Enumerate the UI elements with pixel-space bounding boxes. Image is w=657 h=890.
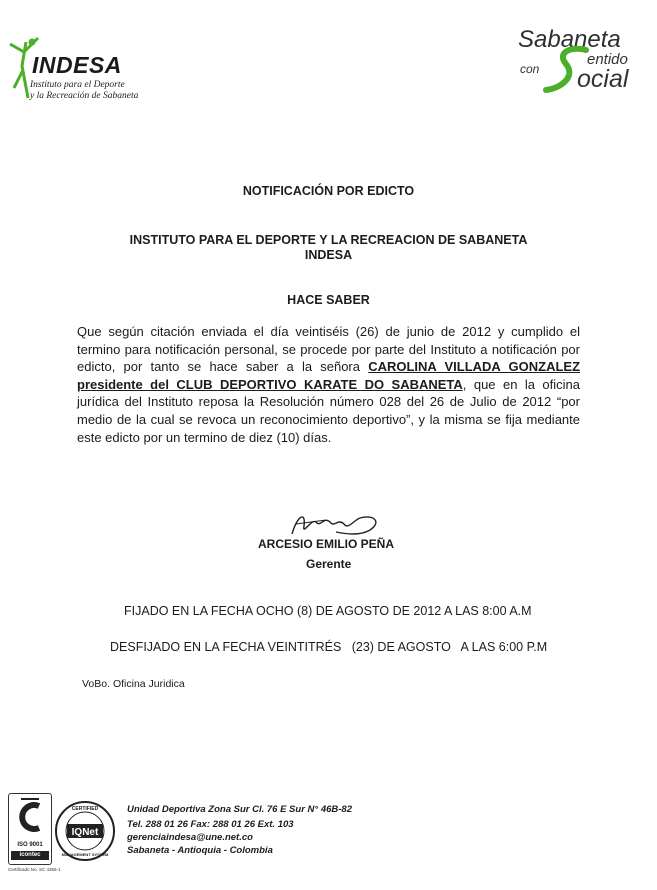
edict-paragraph <box>77 323 580 446</box>
footer-address: Unidad Deportiva Zona Sur Cl. 76 E Sur N° 46B-82 <box>127 804 352 815</box>
indesa-tagline-1: Instituto para el Deporte <box>30 80 125 90</box>
sabaneta-logo-title: Sabaneta <box>518 26 621 53</box>
certificate-number: Certificado No. SC 4356-1 <box>8 867 61 872</box>
indesa-tagline-2: y la Recreación de Sabaneta <box>30 91 139 101</box>
footer-email[interactable]: gerenciaindesa@une.net.co <box>127 832 253 843</box>
sabaneta-logo-ocial: ocial <box>577 65 629 93</box>
signer-name: ARCESIO EMILIO PEÑA <box>258 537 395 551</box>
sabaneta-logo <box>512 26 640 96</box>
club-name: presidente del CLUB DEPORTIVO KARATE DO SABANETA <box>77 376 463 392</box>
iso-label: ISO 9001 <box>17 842 43 848</box>
icontec-c-icon <box>9 794 51 840</box>
icontec-label: icontec <box>11 851 49 860</box>
sabaneta-logo-con: con <box>520 62 540 76</box>
institution-acronym: INDESA <box>304 248 353 262</box>
iqnet-seal <box>54 800 116 862</box>
footer-city: Sabaneta - Antioquia - Colombia <box>127 845 273 856</box>
iqnet-name: IQNet <box>71 827 99 838</box>
document-title: NOTIFICACIÓN POR EDICTO <box>242 184 415 198</box>
footer-phones: Tel. 288 01 26 Fax: 288 01 26 Ext. 103 <box>127 819 294 830</box>
posted-date: FIJADO EN LA FECHA OCHO (8) DE AGOSTO DE 2012 A LAS 8:00 A.M <box>124 604 532 618</box>
indesa-logo-name: INDESA <box>32 52 122 78</box>
institution-name: INSTITUTO PARA EL DEPORTE Y LA RECREACION DE SABANETA <box>129 233 528 247</box>
approval-note: VoBo. Oficina Juridica <box>82 678 185 690</box>
iqnet-top: CERTIFIED <box>71 806 99 812</box>
icontec-iso-seal <box>8 793 52 865</box>
notified-person-name: CAROLINA VILLADA GONZALEZ <box>368 359 581 375</box>
paragraph-body: , que en la oficina jurídica del Instituto reposa la Resolución número 028 del 26 de Julio de 2012 “por medio de la cual se revoca un reconocimiento deportivo”, y la misma se fija mediante este edicto por un termino de diez (10) días. <box>77 376 581 445</box>
iqnet-bottom: MANAGEMENT SYSTEM <box>61 852 109 857</box>
removed-date: DESFIJADO EN LA FECHA VEINTITRÉS (23) DE AGOSTO A LAS 6:00 P.M <box>110 640 548 654</box>
sabaneta-logo-entido: entido <box>587 51 628 68</box>
indesa-logo <box>6 36 146 106</box>
paragraph-intro: Que según citación enviada el día veintiséis (26) de junio de 2012 y cumplido el termino para notificación personal, se procede por parte del Instituto a notificación por edicto, por tanto se hace saber a la señora <box>77 324 580 375</box>
signer-role: Gerente <box>306 557 352 571</box>
section-heading: HACE SABER <box>287 293 370 307</box>
